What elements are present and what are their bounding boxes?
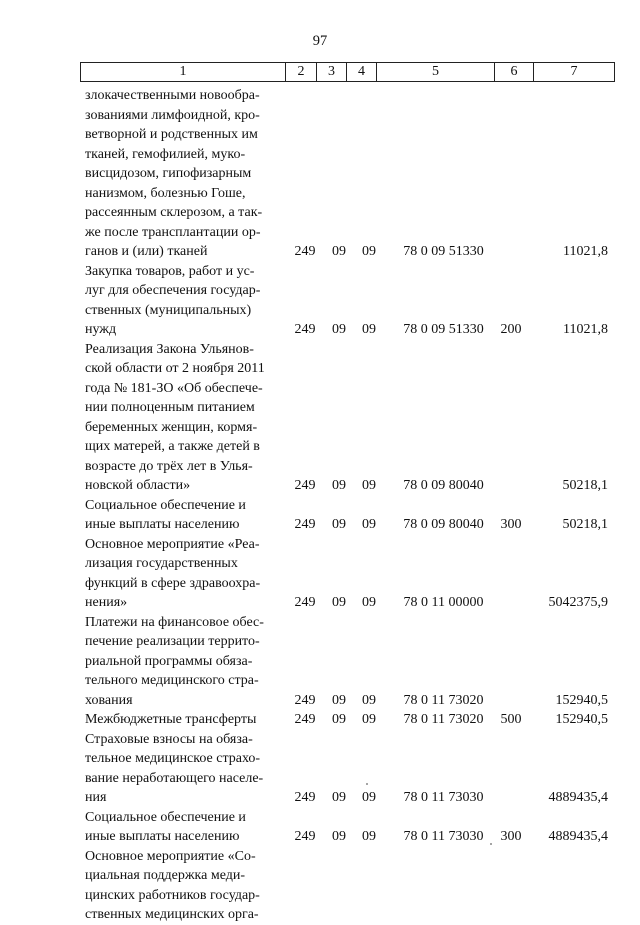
row-name-line: ния — [85, 790, 107, 805]
row-name-line: года № 181-ЗО «Об обеспече- — [85, 380, 263, 396]
cell-c5: 78 0 11 73020 — [403, 712, 484, 727]
row-name-line: ственных (муниципальных) — [85, 302, 252, 318]
scan-speck — [490, 843, 492, 845]
row-name-line: циальная поддержка меди- — [85, 868, 246, 883]
row-name — [85, 86, 282, 262]
row-name — [85, 613, 282, 711]
row-name-line: Основное мероприятие «Со- — [85, 848, 256, 864]
row-name-line: Закупка товаров, работ и ус- — [85, 263, 255, 279]
cell-c3: 09 — [332, 595, 346, 610]
cell-c3: 09 — [332, 517, 346, 532]
cell-c4: 09 — [362, 478, 376, 493]
row-name-line: Платежи на финансовое обес- — [85, 614, 264, 630]
row-name-line: нанизмом, болезнью Гоше, — [85, 185, 246, 201]
cell-c4: 09 — [362, 322, 376, 337]
row-name-line: беременных женщин, кормя- — [85, 419, 258, 435]
cell-c6: 300 — [500, 829, 522, 844]
cell-c2: 249 — [294, 692, 316, 708]
row-name-line: тельного медицинского стра- — [85, 673, 259, 688]
row-name — [85, 808, 282, 847]
cell-c5: 78 0 11 73030 — [403, 790, 484, 805]
header-cell-7: 7 — [533, 62, 615, 82]
cell-c7: 152940,5 — [555, 712, 608, 727]
cell-c3: 09 — [332, 712, 346, 727]
cell-c4: 09 — [362, 712, 376, 727]
row-name-line: тельное медицинское страхо- — [85, 751, 261, 766]
cell-c4: 09 — [362, 517, 376, 532]
row-name — [85, 847, 282, 925]
row-name — [85, 535, 282, 613]
cell-c3: 09 — [332, 790, 346, 805]
cell-c5: 78 0 09 80040 — [403, 517, 484, 532]
cell-c5: 78 0 09 80040 — [403, 478, 484, 493]
row-name-line: Реализация Закона Ульянов- — [85, 341, 254, 357]
row-name-line: Межбюджетные трансферты — [85, 712, 257, 727]
row-name-line: ганов и (или) тканей — [85, 244, 208, 259]
cell-c4: 09 — [362, 692, 376, 708]
row-name-line: Социальное обеспечение и — [85, 497, 246, 513]
header-cell-3: 3 — [316, 62, 346, 82]
row-name-line: Основное мероприятие «Реа- — [85, 536, 260, 552]
cell-c4: 09 — [362, 790, 376, 805]
cell-c3: 09 — [332, 692, 346, 708]
row-name-line: Социальное обеспечение и — [85, 809, 246, 825]
cell-c3: 09 — [332, 829, 346, 844]
cell-c4: 09 — [362, 829, 376, 844]
cell-c7: 5042375,9 — [548, 595, 608, 610]
row-name-line: ственных медицинских орга- — [85, 907, 259, 922]
cell-c2: 249 — [294, 712, 316, 727]
row-name-line: Страховые взносы на обяза- — [85, 731, 253, 747]
cell-c7: 11021,8 — [563, 322, 608, 337]
cell-c2: 249 — [294, 790, 316, 805]
row-name-line: злокачественными новообра- — [85, 88, 260, 103]
cell-c7: 152940,5 — [555, 692, 608, 708]
row-name-line: же после трансплантации ор- — [85, 224, 261, 240]
cell-c6: 200 — [500, 322, 522, 337]
row-name-line: новской области» — [85, 478, 191, 493]
row-name-line: вание неработающего населе- — [85, 770, 264, 786]
header-cell-2: 2 — [285, 62, 316, 82]
cell-c7: 50218,1 — [562, 478, 608, 493]
table-header — [80, 62, 615, 82]
header-cell-5: 5 — [376, 62, 494, 82]
page-number: 97 — [312, 33, 328, 49]
cell-c5: 78 0 11 00000 — [403, 595, 484, 610]
cell-c4: 09 — [362, 595, 376, 610]
row-name-line: лизация государственных — [85, 556, 238, 571]
row-name-line: нужд — [85, 322, 117, 337]
cell-c7: 50218,1 — [562, 517, 608, 532]
cell-c2: 249 — [294, 478, 316, 493]
row-name-line: иные выплаты населению — [85, 517, 240, 532]
row-name-line: щих матерей, а также детей в — [85, 439, 260, 454]
scan-speck — [366, 783, 368, 785]
header-cell-1: 1 — [80, 62, 285, 82]
cell-c5: 78 0 09 51330 — [403, 322, 484, 337]
row-name — [85, 262, 282, 340]
row-name-line: цинских работников государ- — [85, 887, 260, 903]
cell-c3: 09 — [332, 478, 346, 493]
row-name-line: нии полноценным питанием — [85, 400, 255, 415]
cell-c6: 300 — [500, 517, 522, 532]
cell-c4: 09 — [362, 244, 376, 259]
cell-c3: 09 — [332, 322, 346, 337]
row-name-line: зованиями лимфоидной, кро- — [85, 107, 260, 123]
row-name-line: возрасте до трёх лет в Улья- — [85, 458, 253, 474]
cell-c7: 4889435,4 — [548, 790, 608, 805]
cell-c7: 4889435,4 — [548, 829, 608, 844]
row-name — [85, 710, 282, 730]
row-name-line: печение реализации террито- — [85, 634, 260, 649]
row-name — [85, 340, 282, 496]
row-name-line: луг для обеспечения государ- — [85, 283, 261, 298]
row-name-line: функций в сфере здравоохра- — [85, 575, 261, 591]
cell-c2: 249 — [294, 829, 316, 844]
cell-c2: 249 — [294, 322, 316, 337]
cell-c2: 249 — [294, 517, 316, 532]
row-name-line: висцидозом, гипофизарным — [85, 166, 252, 181]
header-cell-6: 6 — [494, 62, 533, 82]
cell-c6: 500 — [500, 712, 522, 727]
cell-c3: 09 — [332, 244, 346, 259]
row-name-line: хования — [85, 692, 133, 708]
cell-c5: 78 0 09 51330 — [403, 244, 484, 259]
row-name-line: иные выплаты населению — [85, 829, 240, 844]
row-name-line: рассеянным склерозом, а так- — [85, 205, 263, 220]
cell-c5: 78 0 11 73020 — [403, 692, 484, 708]
row-name-line: тканей, гемофилией, муко- — [85, 146, 246, 162]
row-name-line: нения» — [85, 595, 128, 610]
row-name-line: риальной программы обяза- — [85, 653, 253, 669]
header-cell-4: 4 — [346, 62, 376, 82]
cell-c2: 249 — [294, 244, 316, 259]
row-name — [85, 496, 282, 535]
cell-c2: 249 — [294, 595, 316, 610]
row-name — [85, 730, 282, 808]
row-name-line: ской области от 2 ноября 2011 — [85, 361, 265, 376]
cell-c7: 11021,8 — [563, 244, 608, 259]
row-name-line: ветворной и родственных им — [85, 127, 258, 142]
cell-c5: 78 0 11 73030 — [403, 829, 484, 844]
